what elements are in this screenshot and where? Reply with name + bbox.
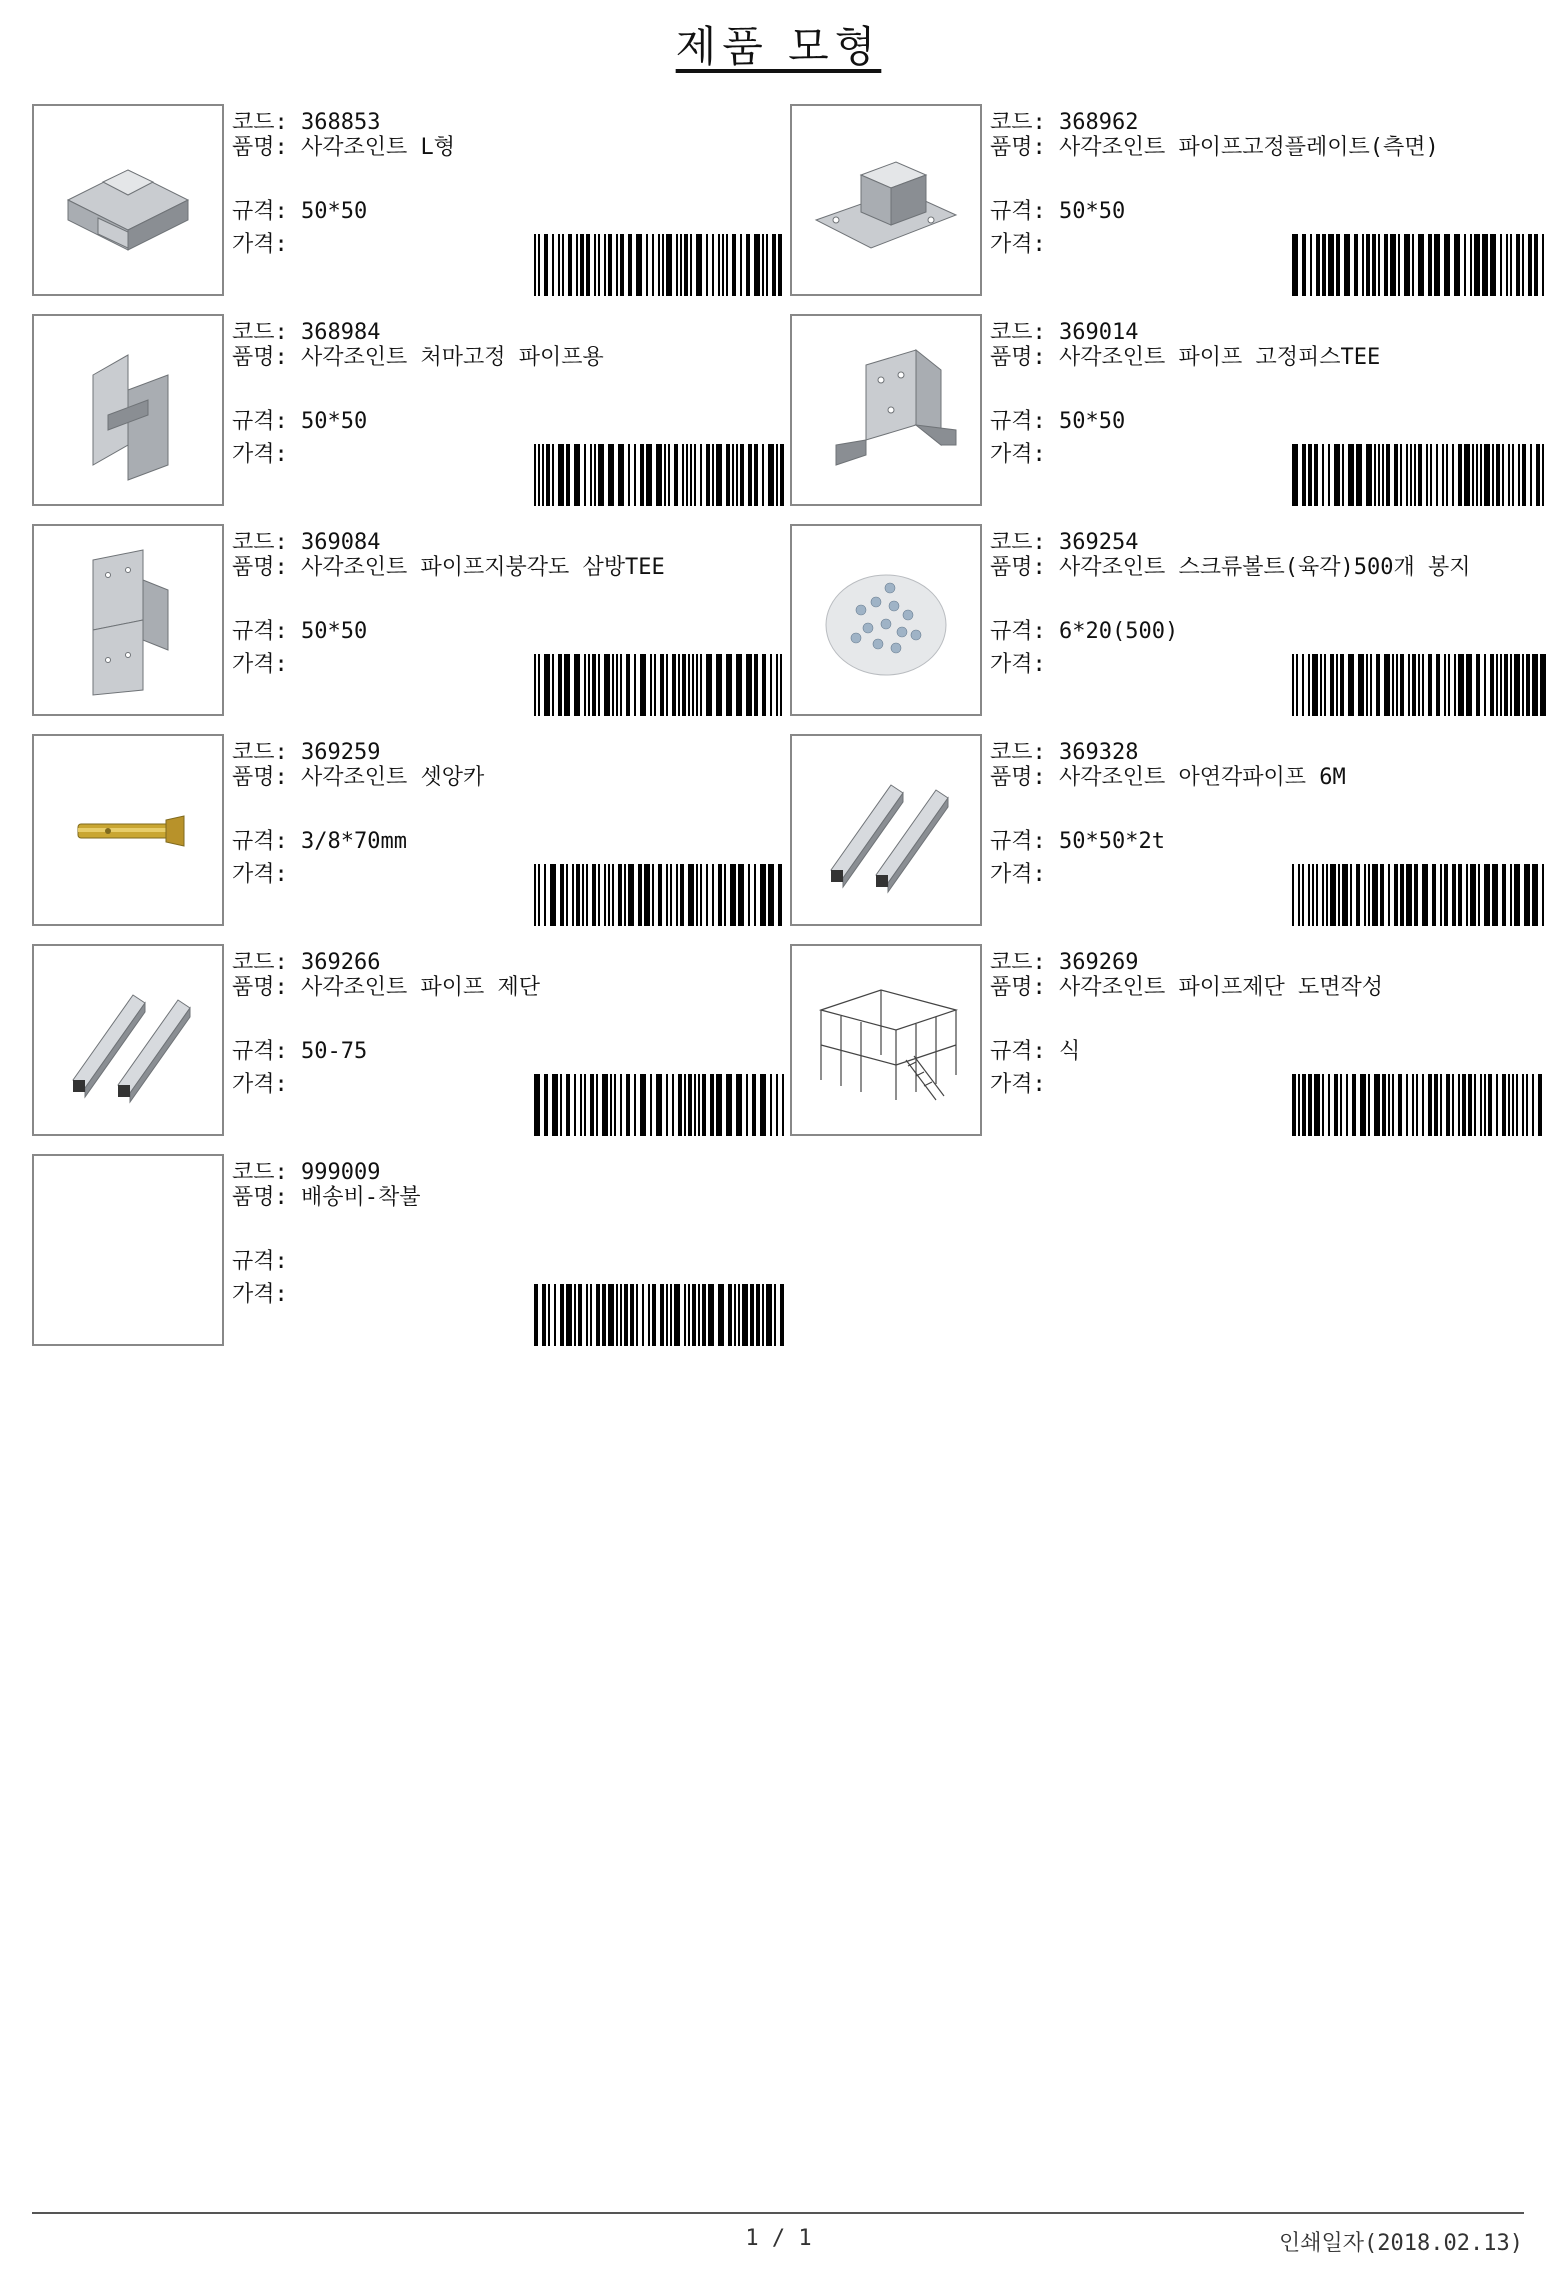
spec-label: 규격: [990,619,1046,644]
product-spec-row [232,1037,367,1066]
product-price-row [990,440,1046,469]
product-spec: 50*50 [301,409,368,434]
product-spec-row [990,617,1178,646]
price-label: 가격: [232,442,288,467]
price-label: 가격: [232,862,288,887]
barcode [532,864,790,926]
product-code: 369014 [1059,320,1139,345]
product-card [32,1154,792,1346]
product-card [790,104,1550,296]
name-label: 품명: [990,975,1046,1000]
barcode [1290,654,1548,716]
barcode [1290,444,1548,506]
roof-tee-icon [48,540,208,700]
product-code: 999009 [301,1160,381,1185]
product-code-row [990,108,1138,137]
barcode [532,1074,790,1136]
product-card [32,524,792,716]
product-name: 배송비-착불 [301,1185,421,1210]
page-number: 1 / 1 [745,2226,812,2251]
product-image [32,524,224,716]
product-name-row [990,765,1535,790]
product-code-row [232,738,380,767]
tee-bracket-icon [806,330,966,490]
product-code: 369084 [301,530,381,555]
barcode [532,654,790,716]
barcode-graphic [1290,234,1548,296]
code-label: 코드: [232,530,288,555]
product-card [32,314,792,506]
product-spec: 식 [1059,1039,1081,1064]
product-code-row [990,738,1138,767]
product-spec-row [990,197,1125,226]
price-label: 가격: [990,442,1046,467]
product-spec: 50*50 [1059,199,1126,224]
product-price-row [990,1070,1046,1099]
product-image [32,734,224,926]
name-label: 품명: [990,555,1046,580]
spec-label: 규격: [232,1249,288,1274]
code-label: 코드: [232,740,288,765]
price-label: 가격: [990,652,1046,677]
barcode [532,444,790,506]
product-image [790,944,982,1136]
print-date: 인쇄일자(2018.02.13) [1279,2231,1523,2256]
product-spec-row [232,197,367,226]
price-label: 가격: [232,1282,288,1307]
product-code-row [232,1158,380,1187]
product-card [32,104,792,296]
spec-label: 규격: [990,409,1046,434]
product-spec-row [232,1247,288,1276]
name-label: 품명: [990,765,1046,790]
product-spec-row [232,827,407,856]
blank [48,1170,208,1330]
product-image [790,104,982,296]
product-name: 사각조인트 아연각파이프 6M [1059,765,1346,790]
spec-label: 규격: [232,829,288,854]
product-name-row [990,135,1535,160]
product-spec: 50*50*2t [1059,829,1165,854]
product-code: 368984 [301,320,381,345]
product-price-row [232,860,288,889]
frame-drawing-icon [806,960,966,1120]
barcode-graphic [532,444,790,506]
price-label: 가격: [990,1072,1046,1097]
product-code: 369259 [301,740,381,765]
price-label: 가격: [232,1072,288,1097]
product-price-row [990,650,1046,679]
code-label: 코드: [990,530,1046,555]
code-label: 코드: [990,740,1046,765]
product-card [32,734,792,926]
product-code: 369266 [301,950,381,975]
price-label: 가격: [990,862,1046,887]
product-card [32,944,792,1136]
product-code-row [232,318,380,347]
product-name: 사각조인트 L형 [301,135,456,160]
spec-label: 규격: [990,829,1046,854]
name-label: 품명: [232,765,288,790]
product-code: 369328 [1059,740,1139,765]
product-name-row [990,555,1535,580]
product-price-row [232,230,288,259]
spec-label: 규격: [232,199,288,224]
product-name: 사각조인트 파이프지붕각도 삼방TEE [301,555,665,580]
name-label: 품명: [232,1185,288,1210]
product-code: 369254 [1059,530,1139,555]
code-label: 코드: [232,320,288,345]
name-label: 품명: [232,345,288,370]
product-name: 사각조인트 스크류볼트(육각)500개 봉지 [1059,555,1471,580]
product-spec-row [990,407,1125,436]
product-image [32,944,224,1136]
product-image [32,104,224,296]
price-label: 가격: [232,232,288,257]
name-label: 품명: [990,135,1046,160]
barcode-graphic [532,234,790,296]
pipe-plate-icon [806,120,966,280]
product-price-row [232,1280,288,1309]
product-image [32,1154,224,1346]
name-label: 품명: [232,135,288,160]
product-spec: 6*20(500) [1059,619,1179,644]
barcode-graphic [1290,444,1548,506]
spec-label: 규격: [232,1039,288,1064]
product-image [790,734,982,926]
barcode [1290,234,1548,296]
product-name-row [232,1185,777,1210]
product-code: 368853 [301,110,381,135]
code-label: 코드: [990,110,1046,135]
spec-label: 규격: [990,199,1046,224]
anchor-bolt-icon [48,750,208,910]
code-label: 코드: [232,950,288,975]
l-joint-icon [48,120,208,280]
product-spec-row [990,1037,1080,1066]
name-label: 품명: [232,555,288,580]
product-card [790,314,1550,506]
product-spec: 50*50 [1059,409,1126,434]
barcode [1290,1074,1548,1136]
product-card [790,524,1550,716]
price-label: 가격: [232,652,288,677]
name-label: 품명: [232,975,288,1000]
code-label: 코드: [990,950,1046,975]
product-name: 사각조인트 셋앙카 [301,765,485,790]
product-price-row [232,1070,288,1099]
product-image [790,314,982,506]
barcode [532,234,790,296]
product-name-row [232,765,777,790]
square-pipe-icon [806,750,966,910]
spec-label: 규격: [232,619,288,644]
product-spec: 50*50 [301,619,368,644]
code-label: 코드: [232,1160,288,1185]
product-spec: 3/8*70mm [301,829,407,854]
product-name: 사각조인트 처마고정 파이프용 [301,345,604,370]
product-image [790,524,982,716]
product-name-row [232,135,777,160]
product-price-row [990,860,1046,889]
product-code-row [990,948,1138,977]
product-image [32,314,224,506]
product-code-row [990,528,1138,557]
product-code-row [232,528,380,557]
spec-label: 규격: [232,409,288,434]
product-spec: 50*50 [301,199,368,224]
barcode [1290,864,1548,926]
product-name-row [990,345,1535,370]
product-card [790,944,1550,1136]
barcode-graphic [532,1074,790,1136]
spec-label: 규격: [990,1039,1046,1064]
barcode-graphic [1290,654,1548,716]
product-code: 368962 [1059,110,1139,135]
product-spec: 50-75 [301,1039,368,1064]
page-title: 제품 모형 [675,22,882,71]
footer-divider [32,2212,1524,2214]
product-name-row [232,975,777,1000]
eave-bracket-icon [48,330,208,490]
barcode-graphic [1290,864,1548,926]
barcode-graphic [532,654,790,716]
product-name: 사각조인트 파이프고정플레이트(측면) [1059,135,1439,160]
product-spec-row [990,827,1165,856]
product-code-row [232,948,380,977]
product-code-row [232,108,380,137]
product-name-row [232,345,777,370]
product-price-row [990,230,1046,259]
product-name-row [232,555,777,580]
product-spec-row [232,617,367,646]
barcode-graphic [532,1284,790,1346]
product-code: 369269 [1059,950,1139,975]
code-label: 코드: [232,110,288,135]
product-spec-row [232,407,367,436]
square-pipe-icon [48,960,208,1120]
product-name-row [990,975,1535,1000]
code-label: 코드: [990,320,1046,345]
product-name: 사각조인트 파이프 고정피스TEE [1059,345,1381,370]
product-code-row [990,318,1138,347]
barcode-graphic [532,864,790,926]
product-name: 사각조인트 파이프제단 도면작성 [1059,975,1384,1000]
price-label: 가격: [990,232,1046,257]
screw-bag-icon [806,540,966,700]
barcode [532,1284,790,1346]
product-price-row [232,440,288,469]
name-label: 품명: [990,345,1046,370]
product-price-row [232,650,288,679]
barcode-graphic [1290,1074,1548,1136]
product-name: 사각조인트 파이프 제단 [301,975,541,1000]
product-card [790,734,1550,926]
